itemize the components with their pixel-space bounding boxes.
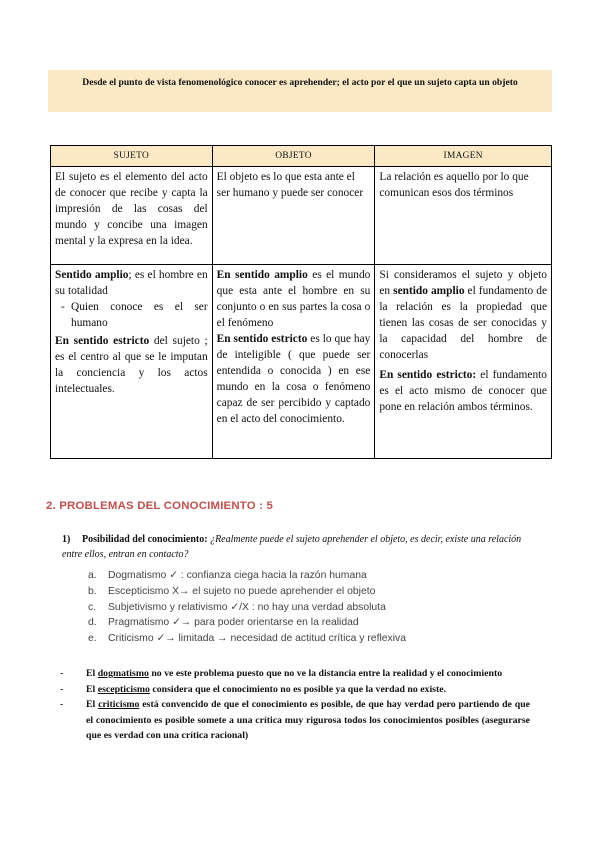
cell-imagen-definition: La relación es aquello por lo que comunican esos dos términos: [375, 167, 552, 265]
note-text: no ve este problema puesto que no ve la distancia entre la realidad y el conocimiento: [148, 668, 503, 679]
list-item: [88, 631, 406, 647]
cell-text: es el mundo que esta ante el hombre en su conjunto o en sus partes la cosa o el fenómeno: [216, 269, 371, 329]
table-row: [51, 265, 552, 459]
question-text: ¿Realmente puede el sujeto aprehender el objeto, es decir, existe una relación entre ellos, entran en contacto?: [62, 534, 522, 560]
list-marker: a.: [88, 570, 97, 581]
note-text: está convencido de que el conocimiento es posible, de que hay verdad pero partiendo de que el conocimiento es posible somete a una crítica muy rigurosa todos los conocimientos posibles (asegurarse que es verdad con una crítica racional): [86, 699, 530, 742]
term-bold: En sentido amplio: [216, 269, 308, 281]
question-number: 1): [62, 534, 71, 545]
list-marker: b.: [88, 585, 97, 597]
list-marker: e.: [88, 633, 97, 645]
note-text: El: [86, 699, 99, 711]
note-text: El: [86, 683, 98, 695]
term-bold: En sentido estricto:: [379, 369, 477, 381]
list-text: Pragmatismo ✓→ para poder orientarse en la realidad: [108, 617, 359, 629]
cell-text: Si consideramos el sujeto y objeto en: [379, 269, 547, 297]
cell-objeto-senses: [212, 265, 375, 459]
banner-text: Desde el punto de vista fenomenológico conocer es aprehender; el acto por el que un sujeto capta un objeto: [82, 77, 518, 88]
definition-banner: [48, 70, 552, 112]
question-block: [62, 532, 542, 562]
dash-marker: -: [61, 301, 65, 313]
cell-text: es lo que hay de inteligible ( que puede ser entendida o conocida ) en ese mundo en la cosa o fenómeno capaz de ser percibido y captado en el acto del conocimiento.: [216, 333, 371, 425]
dash-marker: -: [60, 699, 64, 711]
question-label: Posibilidad del conocimiento:: [82, 534, 208, 545]
note-term: criticismo: [98, 699, 140, 711]
table-row: [51, 167, 552, 265]
notes-list: [60, 666, 530, 744]
note-text: El: [86, 668, 98, 679]
section-title: 2. PROBLEMAS DEL CONOCIMIENTO : 5: [46, 500, 274, 512]
header-sujeto: SUJETO: [51, 146, 213, 167]
cell-text: del sujeto ; es el centro al que se le imputan la conciencia y los actos intelectuales.: [55, 335, 208, 395]
list-item: [60, 666, 530, 682]
term-bold: En sentido estricto: [216, 333, 308, 345]
term-bold: sentido amplio: [393, 285, 465, 297]
table-header-row: [51, 146, 552, 167]
header-imagen: IMAGEN: [375, 146, 552, 167]
note-text: considera que el conocimiento no es posible ya que la verdad no existe.: [149, 683, 447, 695]
list-text: Dogmatismo ✓ : confianza ciega hacia la razón humana: [108, 570, 367, 581]
list-text: Escepticismo X→ el sujeto no puede aprehender el objeto: [108, 585, 376, 597]
cell-imagen-senses: [375, 265, 552, 459]
list-text: Subjetivismo y relativismo ✓/X : no hay una verdad absoluta: [108, 601, 386, 613]
header-objeto: OBJETO: [212, 146, 375, 167]
cell-objeto-definition: El objeto es lo que esta ante el ser humano y puede ser conocer: [212, 167, 375, 265]
list-marker: c.: [88, 601, 97, 613]
cell-sujeto-definition: El sujeto es el elemento del acto de conocer que recibe y capta la impresión de las cosas del mundo y concibe una imagen mental y la expresa en la idea.: [51, 167, 213, 265]
list-item: [88, 584, 406, 600]
list-text: Criticismo ✓→ limitada → necesidad de actitud crítica y reflexiva: [108, 633, 407, 645]
cell-text: el fundamento es el acto mismo de conocer que pone en relación ambos términos.: [379, 369, 547, 413]
term-bold: En sentido estricto: [55, 335, 150, 347]
cell-sujeto-senses: [51, 265, 213, 459]
list-item: [88, 615, 406, 631]
list-item: [88, 568, 406, 584]
term-bold: Sentido amplio: [55, 269, 129, 281]
cell-text: Quien conoce es el ser humano: [71, 301, 208, 329]
note-term: dogmatismo: [97, 668, 149, 679]
cell-text: el fundamento de la relación es la propiedad que tienen las cosas de ser conocidas y la capacidad del hombre de conocerlas: [379, 285, 547, 361]
concepts-table: [50, 145, 552, 459]
note-term: escepticismo: [97, 683, 150, 695]
list-marker: d.: [88, 617, 97, 629]
dash-marker: -: [60, 668, 64, 679]
list-item: [88, 600, 406, 616]
list-item: [60, 682, 530, 698]
list-item: [60, 697, 530, 744]
cell-text: ; es el hombre en su totalidad: [55, 269, 208, 297]
problems-list: [88, 568, 406, 647]
dash-marker: -: [60, 683, 64, 695]
